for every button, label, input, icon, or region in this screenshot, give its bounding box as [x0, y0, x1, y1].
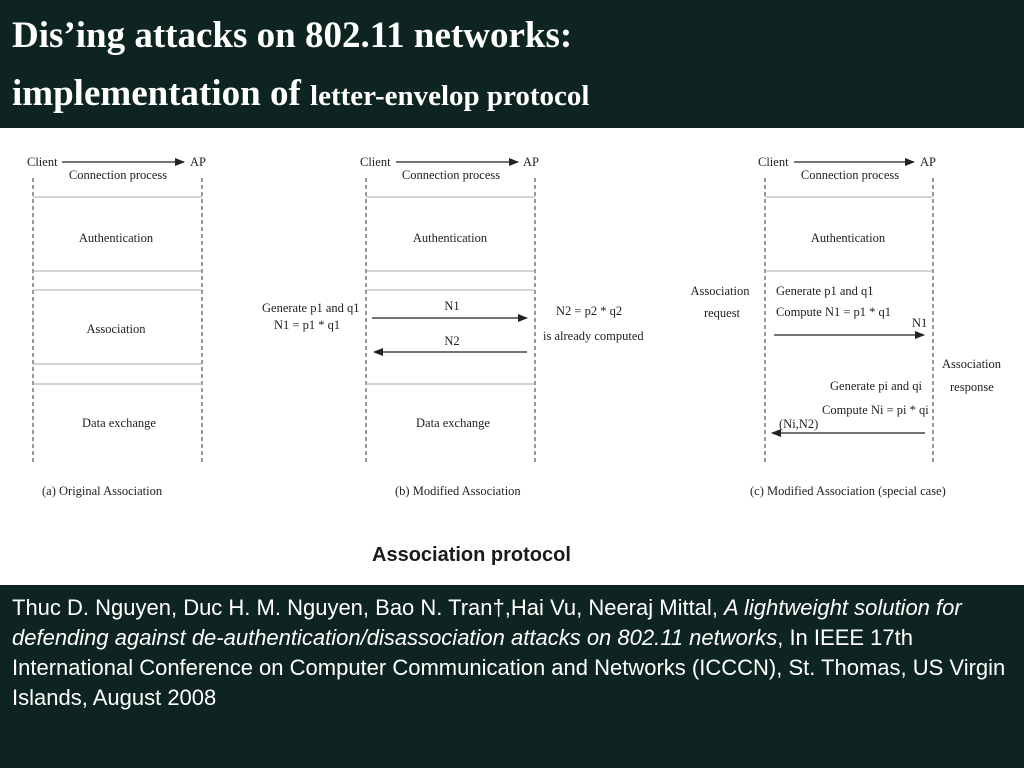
citation-authors: Thuc D. Nguyen, Duc H. M. Nguyen, Bao N. Tran†,Hai Vu, Neeraj Mittal — [12, 595, 712, 620]
generate-p1-q1-note: Generate p1 and q1 — [262, 301, 360, 315]
data-exchange-label: Data exchange — [82, 416, 156, 430]
title-banner — [0, 0, 1024, 128]
ap-label: AP — [523, 155, 539, 169]
compute-ni-note: Compute Ni = pi * qi — [822, 403, 929, 417]
citation-venue: , In IEEE 17th International Conference on Computer Communication and Networks (ICCCN), St. Thomas, US Virgin Islands, August 2008 — [12, 625, 1006, 710]
panel-a-caption: (a) Original Association — [42, 484, 163, 498]
connection-process-label: Connection process — [68, 168, 168, 182]
association-response-label-2: response — [950, 380, 994, 394]
connection-process-label: Connection process — [401, 168, 501, 182]
n1-formula-note: N1 = p1 * q1 — [274, 318, 341, 332]
figure-title: Association protocol — [372, 544, 571, 566]
association-request-label-2: request — [703, 306, 741, 320]
n1-message-label: N1 — [912, 316, 928, 330]
client-label: Client — [360, 155, 391, 169]
authentication-label: Authentication — [78, 231, 154, 245]
citation-banner — [0, 585, 1024, 768]
panel-b-caption: (b) Modified Association — [395, 484, 521, 498]
association-protocol-figure — [0, 128, 1024, 583]
association-request-label-1: Association — [690, 284, 750, 298]
association-response-label-1: Association — [942, 357, 1002, 371]
ap-label: AP — [190, 155, 206, 169]
title-line-2-part-1: implementation of — [12, 73, 311, 114]
ap-label: AP — [920, 155, 936, 169]
n1-message-label: N1 — [444, 299, 460, 313]
title-line-2-part-2: letter-envelop protocol — [310, 80, 590, 112]
data-exchange-label: Data exchange — [416, 416, 490, 430]
authentication-label: Authentication — [810, 231, 886, 245]
compute-n1-note: Compute N1 = p1 * q1 — [776, 305, 892, 319]
generate-p1-q1-note: Generate p1 and q1 — [776, 284, 874, 298]
panel-c-caption: (c) Modified Association (special case) — [750, 484, 946, 498]
client-label: Client — [27, 155, 58, 169]
citation-separator: , — [711, 595, 725, 620]
panel-a — [27, 155, 206, 498]
slide-title-line-2 — [12, 72, 589, 123]
panel-b — [262, 155, 644, 498]
association-label: Association — [86, 322, 146, 336]
n2-formula-note: N2 = p2 * q2 — [556, 304, 623, 318]
authentication-label: Authentication — [412, 231, 488, 245]
panel-c — [690, 155, 1001, 498]
n2-message-label: N2 — [444, 334, 460, 348]
connection-process-label: Connection process — [800, 168, 900, 182]
client-label: Client — [758, 155, 789, 169]
citation-paper-title: A lightweight solution for defending against de-authentication/disassociation attacks on 802.11 networks — [12, 595, 962, 650]
slide-title-line-1: Dis’ing attacks on 802.11 networks: — [12, 15, 573, 56]
already-computed-note: is already computed — [543, 329, 644, 343]
diagram-canvas — [0, 128, 1024, 583]
ni-n2-message-label: (Ni,N2) — [779, 417, 819, 431]
generate-pi-qi-note: Generate pi and qi — [830, 379, 922, 393]
